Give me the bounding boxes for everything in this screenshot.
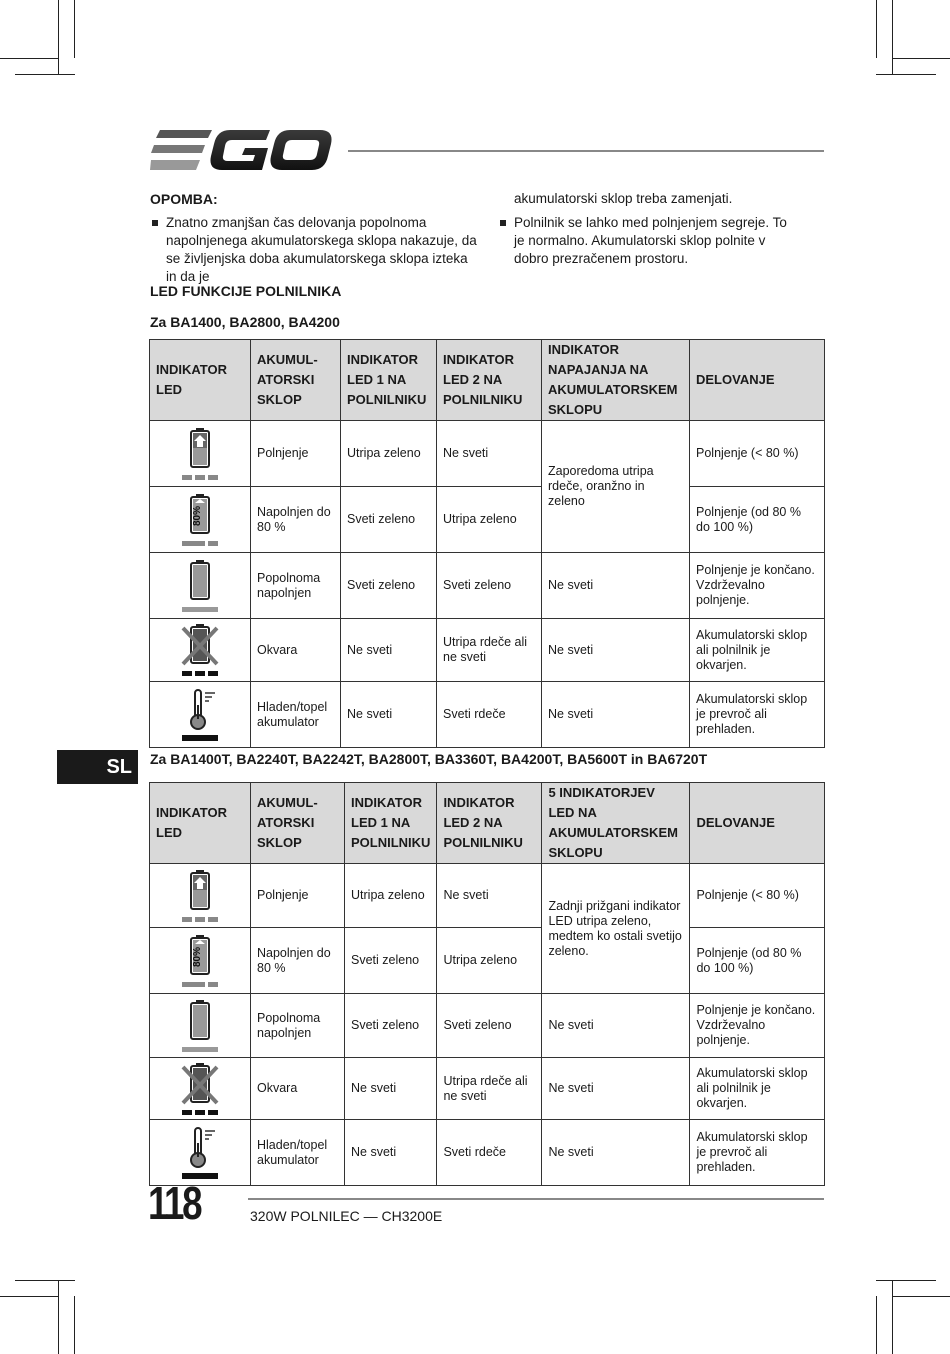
column-header: AKUMUL-ATORSKI SKLOP [251,340,341,421]
table-cell: Ne sveti [437,864,542,928]
table-cell: Ne sveti [341,619,437,682]
page-number: 118 [148,1177,201,1229]
ego-logo [150,128,332,172]
table-cell: Sveti zeleno [437,994,542,1058]
note-bullet: Polnilnik se lahko med polnjenjem segreje. To je normalno. Akumulatorski sklop polnite v dobro prezračenem prostoru. [498,214,798,268]
table-cell: Polnjenje [251,421,341,487]
table-cell: Sveti zeleno [341,487,437,553]
table-cell: Ne sveti [542,1120,690,1186]
footer-text: 320W POLNILEC — CH3200E [250,1208,443,1224]
table-cell: Utripa zeleno [437,928,542,994]
note-bullet-continuation: akumulatorski sklop treba zamenjati. [514,191,733,206]
column-header: INDIKATOR LED [150,340,251,421]
column-header: DELOVANJE [690,340,825,421]
led-indicator-cell [150,1058,251,1120]
table-cell-merged: Zaporedoma utripa rdeče, oranžno in zeleno [542,421,690,553]
table-cell: Sveti zeleno [341,553,437,619]
led-indicator-cell [150,682,251,748]
table-cell: Akumulatorski sklop ali polnilnik je okvarjen. [690,619,825,682]
header-rule [348,150,824,152]
table-row [150,487,825,553]
table-row [150,682,825,748]
crop-mark [892,0,893,75]
note-left-column [150,190,480,286]
crop-mark [876,74,936,75]
column-header: DELOVANJE [690,783,825,864]
table-cell: Akumulatorski sklop je prevroč ali prehladen. [690,682,825,748]
table-cell: Sveti rdeče [437,682,542,748]
table2-title: Za BA1400T, BA2240T, BA2242T, BA2800T, BA3360T, BA4200T, BA5600T in BA6720T [150,751,708,767]
column-header: INDIKATOR LED [150,783,251,864]
battery-fault-icon [180,622,220,678]
crop-mark [892,1280,893,1354]
crop-mark [0,1296,58,1297]
column-header: INDIKATOR LED 1 NA POLNILNIKU [345,783,437,864]
table-row [150,553,825,619]
note-bullet: Znatno zmanjšan čas delovanja popolnoma napolnjenega akumulatorskega sklopa nakazuje, da se življenjska doba akumulatorskega sklopa izteka in da je [150,214,480,286]
section-title: LED FUNKCIJE POLNILNIKA [150,283,342,299]
table-cell: Utripa rdeče ali ne sveti [437,619,542,682]
table-cell: Utripa zeleno [341,421,437,487]
crop-mark [0,58,58,59]
table-cell: Okvara [251,1058,345,1120]
crop-mark [74,1296,75,1354]
crop-mark [15,74,75,75]
table-cell: Ne sveti [542,994,690,1058]
table-cell: Napolnjen do 80 % [251,928,345,994]
table-cell: Utripa rdeče ali ne sveti [437,1058,542,1120]
table-cell: Sveti zeleno [345,994,437,1058]
table-row [150,421,825,487]
table-cell: Popolnoma napolnjen [251,553,341,619]
table-cell: Sveti zeleno [345,928,437,994]
table1-title: Za BA1400, BA2800, BA4200 [150,314,340,330]
thermometer-icon [180,1125,220,1181]
table-cell: Ne sveti [542,619,690,682]
table-header-row [150,783,825,864]
table-cell: Polnjenje (od 80 % do 100 %) [690,487,825,553]
note-title: OPOMBA: [150,191,218,207]
table-cell-merged: Zadnji prižgani indikator LED utripa zeleno, medtem ko ostali svetijo zeleno. [542,864,690,994]
battery-charging-icon [180,868,220,924]
language-tab: SL [57,750,138,784]
column-header: INDIKATOR LED 2 NA POLNILNIKU [437,783,542,864]
note-right-column [498,190,798,268]
battery-charging-icon [180,426,220,482]
led-table-2 [149,782,825,1186]
table-row [150,1120,825,1186]
table-cell: Sveti rdeče [437,1120,542,1186]
table-cell: Polnjenje [251,864,345,928]
battery-fault-icon [180,1061,220,1117]
svg-text:80%: 80% [192,505,203,526]
led-indicator-cell [150,928,251,994]
led-indicator-cell [150,864,251,928]
crop-mark [74,0,75,58]
table-cell: Ne sveti [341,682,437,748]
battery-80-icon [180,492,220,548]
table-cell: Polnjenje (od 80 % do 100 %) [690,928,825,994]
crop-mark [876,0,877,58]
column-header: AKUMUL-ATORSKI SKLOP [251,783,345,864]
table-cell: Akumulatorski sklop ali polnilnik je okvarjen. [690,1058,825,1120]
table-cell: Ne sveti [542,682,690,748]
table-row [150,928,825,994]
table-row [150,994,825,1058]
footer-rule [248,1198,824,1200]
table-row [150,864,825,928]
column-header: INDIKATOR NAPAJANJA NA AKUMULATORSKEM SKLOPU [542,340,690,421]
led-indicator-cell [150,994,251,1058]
svg-text:80%: 80% [192,946,203,967]
battery-full-icon [180,998,220,1054]
led-indicator-cell [150,421,251,487]
table-cell: Polnjenje (< 80 %) [690,864,825,928]
table-cell: Popolnoma napolnjen [251,994,345,1058]
table-row [150,619,825,682]
table-cell: Utripa zeleno [437,487,542,553]
table-cell: Ne sveti [345,1058,437,1120]
column-header: INDIKATOR LED 1 NA POLNILNIKU [341,340,437,421]
table-header-row [150,340,825,421]
crop-mark [876,1296,877,1354]
battery-full-icon [180,558,220,614]
led-indicator-cell [150,553,251,619]
led-indicator-cell [150,619,251,682]
table-cell: Ne sveti [542,1058,690,1120]
crop-mark [58,1280,59,1354]
led-indicator-cell [150,487,251,553]
table-cell: Okvara [251,619,341,682]
thermometer-icon [180,687,220,743]
table-cell: Sveti zeleno [437,553,542,619]
crop-mark [892,1296,950,1297]
table-cell: Ne sveti [542,553,690,619]
table-cell: Polnjenje (< 80 %) [690,421,825,487]
crop-mark [892,58,950,59]
table-cell: Ne sveti [345,1120,437,1186]
table-cell: Napolnjen do 80 % [251,487,341,553]
column-header: INDIKATOR LED 2 NA POLNILNIKU [437,340,542,421]
table-cell: Hladen/topel akumulator [251,1120,345,1186]
table-cell: Akumulatorski sklop je prevroč ali prehladen. [690,1120,825,1186]
crop-mark [15,1280,75,1281]
battery-80-icon [180,933,220,989]
table-cell: Utripa zeleno [345,864,437,928]
table-row [150,1058,825,1120]
table-cell: Polnjenje je končano. Vzdrževalno polnjenje. [690,553,825,619]
table-cell: Hladen/topel akumulator [251,682,341,748]
column-header: 5 INDIKATORJEV LED NA AKUMULATORSKEM SKLOPU [542,783,690,864]
table-cell: Polnjenje je končano. Vzdrževalno polnjenje. [690,994,825,1058]
crop-mark [58,0,59,75]
led-table-1 [149,339,825,748]
table-cell: Ne sveti [437,421,542,487]
crop-mark [876,1280,936,1281]
